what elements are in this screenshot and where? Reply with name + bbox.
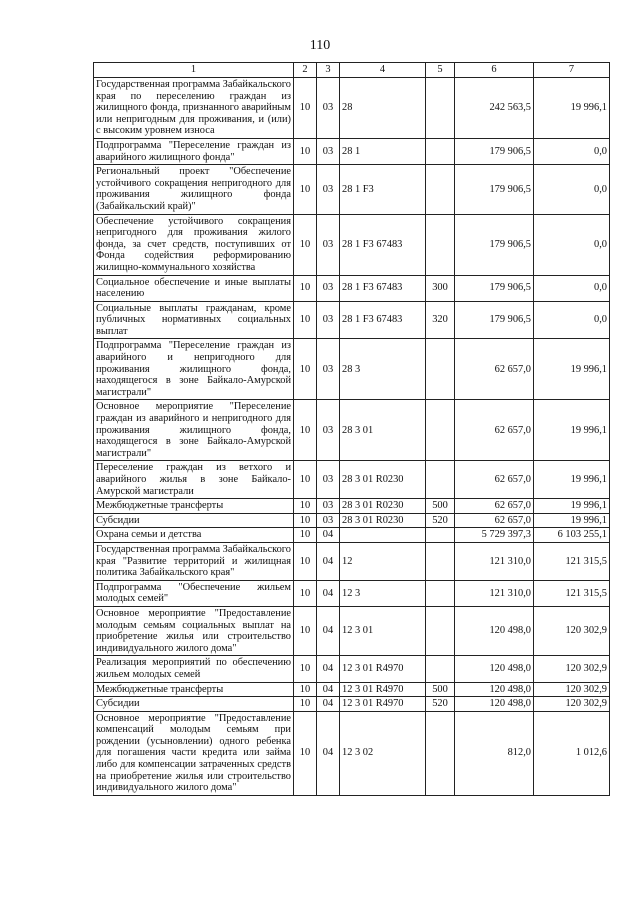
amount-year-1: 62 657,0 — [455, 499, 534, 514]
expense-type-code: 500 — [426, 499, 455, 514]
expense-type-code — [426, 339, 455, 400]
amount-year-2: 19 996,1 — [534, 499, 610, 514]
amount-year-2: 121 315,5 — [534, 542, 610, 580]
item-name: Субсидии — [94, 697, 294, 712]
target-article-code: 12 — [340, 542, 426, 580]
amount-year-2: 0,0 — [534, 301, 610, 339]
subsection-code: 03 — [317, 78, 340, 139]
subsection-code: 03 — [317, 275, 340, 301]
table-row — [94, 461, 610, 499]
subsection-code: 04 — [317, 606, 340, 655]
expense-type-code — [426, 138, 455, 164]
target-article-code: 28 1 — [340, 138, 426, 164]
header-cell: 5 — [426, 63, 455, 78]
table-row — [94, 580, 610, 606]
subsection-code: 03 — [317, 138, 340, 164]
target-article-code: 28 3 01 R0230 — [340, 461, 426, 499]
table-row — [94, 339, 610, 400]
amount-year-2: 121 315,5 — [534, 580, 610, 606]
subsection-code: 04 — [317, 580, 340, 606]
amount-year-2: 120 302,9 — [534, 606, 610, 655]
item-name: Подпрограмма "Переселение граждан из аварийного жилищного фонда" — [94, 138, 294, 164]
subsection-code: 03 — [317, 301, 340, 339]
subsection-code: 03 — [317, 339, 340, 400]
amount-year-2: 6 103 255,1 — [534, 528, 610, 543]
amount-year-1: 179 906,5 — [455, 275, 534, 301]
item-name: Субсидии — [94, 513, 294, 528]
expense-type-code — [426, 542, 455, 580]
expense-type-code: 500 — [426, 682, 455, 697]
section-code: 10 — [294, 528, 317, 543]
amount-year-2: 0,0 — [534, 165, 610, 214]
section-code: 10 — [294, 542, 317, 580]
amount-year-1: 242 563,5 — [455, 78, 534, 139]
expense-type-code — [426, 400, 455, 461]
section-code: 10 — [294, 165, 317, 214]
header-cell: 2 — [294, 63, 317, 78]
target-article-code: 28 3 01 R0230 — [340, 513, 426, 528]
amount-year-1: 120 498,0 — [455, 697, 534, 712]
amount-year-2: 19 996,1 — [534, 513, 610, 528]
target-article-code: 28 1 F3 — [340, 165, 426, 214]
amount-year-2: 0,0 — [534, 275, 610, 301]
subsection-code: 04 — [317, 711, 340, 795]
table-row — [94, 78, 610, 139]
amount-year-2: 120 302,9 — [534, 656, 610, 682]
section-code: 10 — [294, 711, 317, 795]
target-article-code: 28 — [340, 78, 426, 139]
table-row — [94, 400, 610, 461]
item-name: Переселение граждан из ветхого и аварийного жилья в зоне Байкало-Амурской магистрали — [94, 461, 294, 499]
expense-type-code — [426, 78, 455, 139]
section-code: 10 — [294, 513, 317, 528]
amount-year-2: 19 996,1 — [534, 461, 610, 499]
target-article-code: 12 3 01 R4970 — [340, 697, 426, 712]
table-row — [94, 165, 610, 214]
amount-year-2: 19 996,1 — [534, 78, 610, 139]
item-name: Подпрограмма "Обеспечение жильем молодых семей" — [94, 580, 294, 606]
amount-year-1: 179 906,5 — [455, 214, 534, 275]
amount-year-1: 62 657,0 — [455, 339, 534, 400]
amount-year-1: 179 906,5 — [455, 165, 534, 214]
header-cell: 7 — [534, 63, 610, 78]
expense-type-code — [426, 528, 455, 543]
subsection-code: 04 — [317, 528, 340, 543]
amount-year-1: 62 657,0 — [455, 461, 534, 499]
expense-type-code — [426, 165, 455, 214]
header-cell: 6 — [455, 63, 534, 78]
subsection-code: 03 — [317, 513, 340, 528]
amount-year-2: 19 996,1 — [534, 339, 610, 400]
target-article-code: 28 1 F3 67483 — [340, 275, 426, 301]
item-name: Региональный проект "Обеспечение устойчивого сокращения непригодного для проживания жилищного фонда (Забайкальский край)" — [94, 165, 294, 214]
expense-type-code — [426, 214, 455, 275]
subsection-code: 04 — [317, 542, 340, 580]
table-row — [94, 138, 610, 164]
table-row — [94, 711, 610, 795]
section-code: 10 — [294, 499, 317, 514]
table-row — [94, 606, 610, 655]
header-cell: 4 — [340, 63, 426, 78]
item-name: Основное мероприятие "Предоставление молодым семьям социальных выплат на приобретение жилья или строительство индивидуального жилого дома" — [94, 606, 294, 655]
subsection-code: 03 — [317, 499, 340, 514]
section-code: 10 — [294, 606, 317, 655]
table-row — [94, 275, 610, 301]
section-code: 10 — [294, 682, 317, 697]
section-code: 10 — [294, 339, 317, 400]
expense-type-code — [426, 656, 455, 682]
table-row — [94, 214, 610, 275]
amount-year-2: 0,0 — [534, 138, 610, 164]
subsection-code: 03 — [317, 461, 340, 499]
section-code: 10 — [294, 656, 317, 682]
amount-year-2: 19 996,1 — [534, 400, 610, 461]
table-row — [94, 656, 610, 682]
item-name: Государственная программа Забайкальского края "Развитие территорий и жилищная политика Забайкальского края" — [94, 542, 294, 580]
subsection-code: 03 — [317, 400, 340, 461]
expense-type-code — [426, 606, 455, 655]
expense-type-code — [426, 461, 455, 499]
item-name: Обеспечение устойчивого сокращения непригодного для проживания жилого фонда, за счет средств, поступивших от Фонда содействия реформированию жилищно-коммунального хозяйства — [94, 214, 294, 275]
expense-type-code: 520 — [426, 697, 455, 712]
target-article-code: 28 3 — [340, 339, 426, 400]
target-article-code: 28 1 F3 67483 — [340, 301, 426, 339]
table-row — [94, 682, 610, 697]
item-name: Межбюджетные трансферты — [94, 682, 294, 697]
expense-type-code: 320 — [426, 301, 455, 339]
amount-year-1: 179 906,5 — [455, 301, 534, 339]
expense-type-code — [426, 711, 455, 795]
table-row — [94, 513, 610, 528]
section-code: 10 — [294, 301, 317, 339]
item-name: Основное мероприятие "Переселение граждан из аварийного и непригодного для проживания жилищного фонда, находящегося в зоне Байкало-Амурской магистрали" — [94, 400, 294, 461]
target-article-code: 12 3 01 R4970 — [340, 656, 426, 682]
subsection-code: 04 — [317, 697, 340, 712]
amount-year-2: 0,0 — [534, 214, 610, 275]
subsection-code: 03 — [317, 214, 340, 275]
table-row — [94, 301, 610, 339]
header-cell: 1 — [94, 63, 294, 78]
subsection-code: 04 — [317, 682, 340, 697]
expense-type-code: 300 — [426, 275, 455, 301]
table-row — [94, 542, 610, 580]
section-code: 10 — [294, 275, 317, 301]
item-name: Охрана семьи и детства — [94, 528, 294, 543]
item-name: Межбюджетные трансферты — [94, 499, 294, 514]
section-code: 10 — [294, 138, 317, 164]
target-article-code: 12 3 01 — [340, 606, 426, 655]
section-code: 10 — [294, 78, 317, 139]
target-article-code: 12 3 02 — [340, 711, 426, 795]
item-name: Социальные выплаты гражданам, кроме публичных нормативных социальных выплат — [94, 301, 294, 339]
budget-table — [93, 62, 610, 796]
target-article-code: 12 3 — [340, 580, 426, 606]
amount-year-1: 179 906,5 — [455, 138, 534, 164]
item-name: Реализация мероприятий по обеспечению жильем молодых семей — [94, 656, 294, 682]
expense-type-code: 520 — [426, 513, 455, 528]
subsection-code: 03 — [317, 165, 340, 214]
item-name: Социальное обеспечение и иные выплаты населению — [94, 275, 294, 301]
amount-year-1: 5 729 397,3 — [455, 528, 534, 543]
amount-year-1: 120 498,0 — [455, 656, 534, 682]
table-row — [94, 499, 610, 514]
amount-year-2: 120 302,9 — [534, 697, 610, 712]
section-code: 10 — [294, 580, 317, 606]
item-name: Государственная программа Забайкальского края по переселению граждан из жилищного фонда, признанного аварийным или непригодным для проживания, и (или) с высоким уровнем износа — [94, 78, 294, 139]
amount-year-1: 812,0 — [455, 711, 534, 795]
table-row — [94, 528, 610, 543]
item-name: Основное мероприятие "Предоставление компенсаций молодым семьям при рождении (усыновлении) одного ребенка для погашения части кредита или займа либо для компенсации затраченных средств на приобретение жилья или строительство индивидуального жилого дома" — [94, 711, 294, 795]
amount-year-1: 121 310,0 — [455, 580, 534, 606]
subsection-code: 04 — [317, 656, 340, 682]
amount-year-1: 120 498,0 — [455, 606, 534, 655]
target-article-code — [340, 528, 426, 543]
target-article-code: 28 3 01 R0230 — [340, 499, 426, 514]
amount-year-1: 121 310,0 — [455, 542, 534, 580]
target-article-code: 12 3 01 R4970 — [340, 682, 426, 697]
section-code: 10 — [294, 214, 317, 275]
section-code: 10 — [294, 697, 317, 712]
amount-year-2: 1 012,6 — [534, 711, 610, 795]
amount-year-1: 62 657,0 — [455, 513, 534, 528]
amount-year-2: 120 302,9 — [534, 682, 610, 697]
section-code: 10 — [294, 400, 317, 461]
header-cell: 3 — [317, 63, 340, 78]
header-row — [94, 63, 610, 78]
page-number: 110 — [309, 38, 331, 53]
table-row — [94, 697, 610, 712]
target-article-code: 28 1 F3 67483 — [340, 214, 426, 275]
item-name: Подпрограмма "Переселение граждан из аварийного и непригодного для проживания жилищного фонда, находящегося в зоне Байкало-Амурской магистрали" — [94, 339, 294, 400]
amount-year-1: 62 657,0 — [455, 400, 534, 461]
section-code: 10 — [294, 461, 317, 499]
target-article-code: 28 3 01 — [340, 400, 426, 461]
amount-year-1: 120 498,0 — [455, 682, 534, 697]
expense-type-code — [426, 580, 455, 606]
